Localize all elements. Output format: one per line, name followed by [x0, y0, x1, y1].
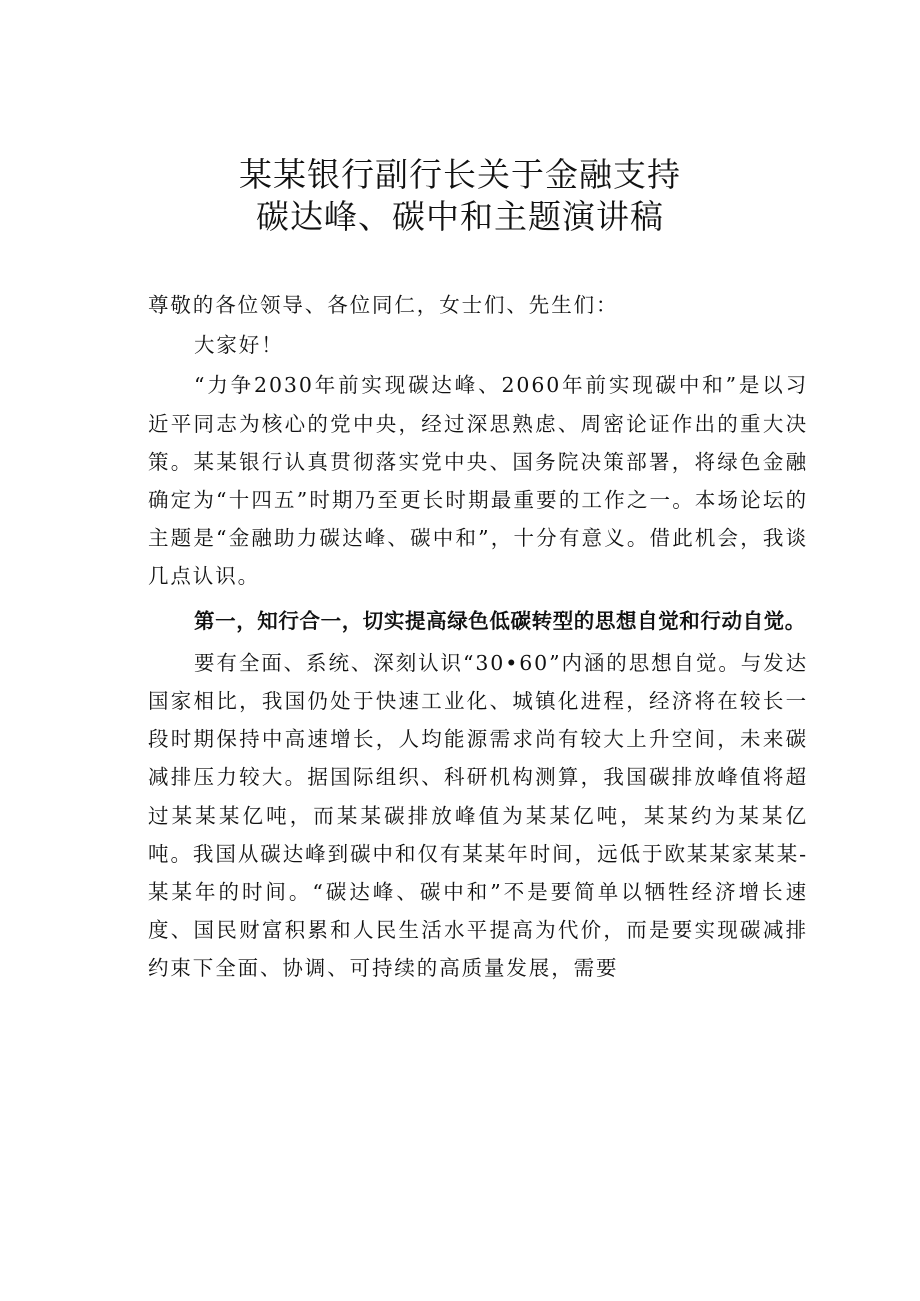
paragraph-1: “力争2030年前实现碳达峰、2060年前实现碳中和”是以习近平同志为核心的党中央，经过深思熟虑、周密论证作出的重大决策。某某银行认真贯彻落实党中央、国务院决策部署，将绿色金融确定为“十四五”时期乃至更长时期最重要的工作之一。本场论坛的主题是“金融助力碳达峰、碳中和”，十分有意义。借此机会，我谈几点认识。: [148, 373, 808, 589]
section-heading-1: 第一，知行合一，切实提高绿色低碳转型的思想自觉和行动自觉。: [194, 608, 806, 633]
document-body: [148, 286, 808, 988]
greeting: 大家好！: [194, 333, 284, 358]
document-title-line-2: 碳达峰、碳中和主题演讲稿: [256, 197, 664, 236]
paragraph-2: 要有全面、系统、深刻认识“30•60”内涵的思想自觉。与发达国家相比，我国仍处于快速工业化、城镇化进程，经济将在较长一段时期保持中高速增长，人均能源需求尚有较大上升空间，未来碳减排压力较大。据国际组织、科研机构测算，我国碳排放峰值将超过某某某亿吨，而某某碳排放峰值为某某亿吨，某某约为某某亿吨。我国从碳达峰到碳中和仅有某某年时间，远低于欧某某家某某-某某年的时间。“碳达峰、碳中和”不是要简单以牺牲经济增长速度、国民财富积累和人民生活水平提高为代价，而是要实现碳减排约束下全面、协调、可持续的高质量发展，需要: [148, 650, 808, 981]
salutation: 尊敬的各位领导、各位同仁，女士们、先生们：: [148, 293, 619, 317]
document-title-line-1: 某某银行副行长关于金融支持: [239, 155, 681, 194]
